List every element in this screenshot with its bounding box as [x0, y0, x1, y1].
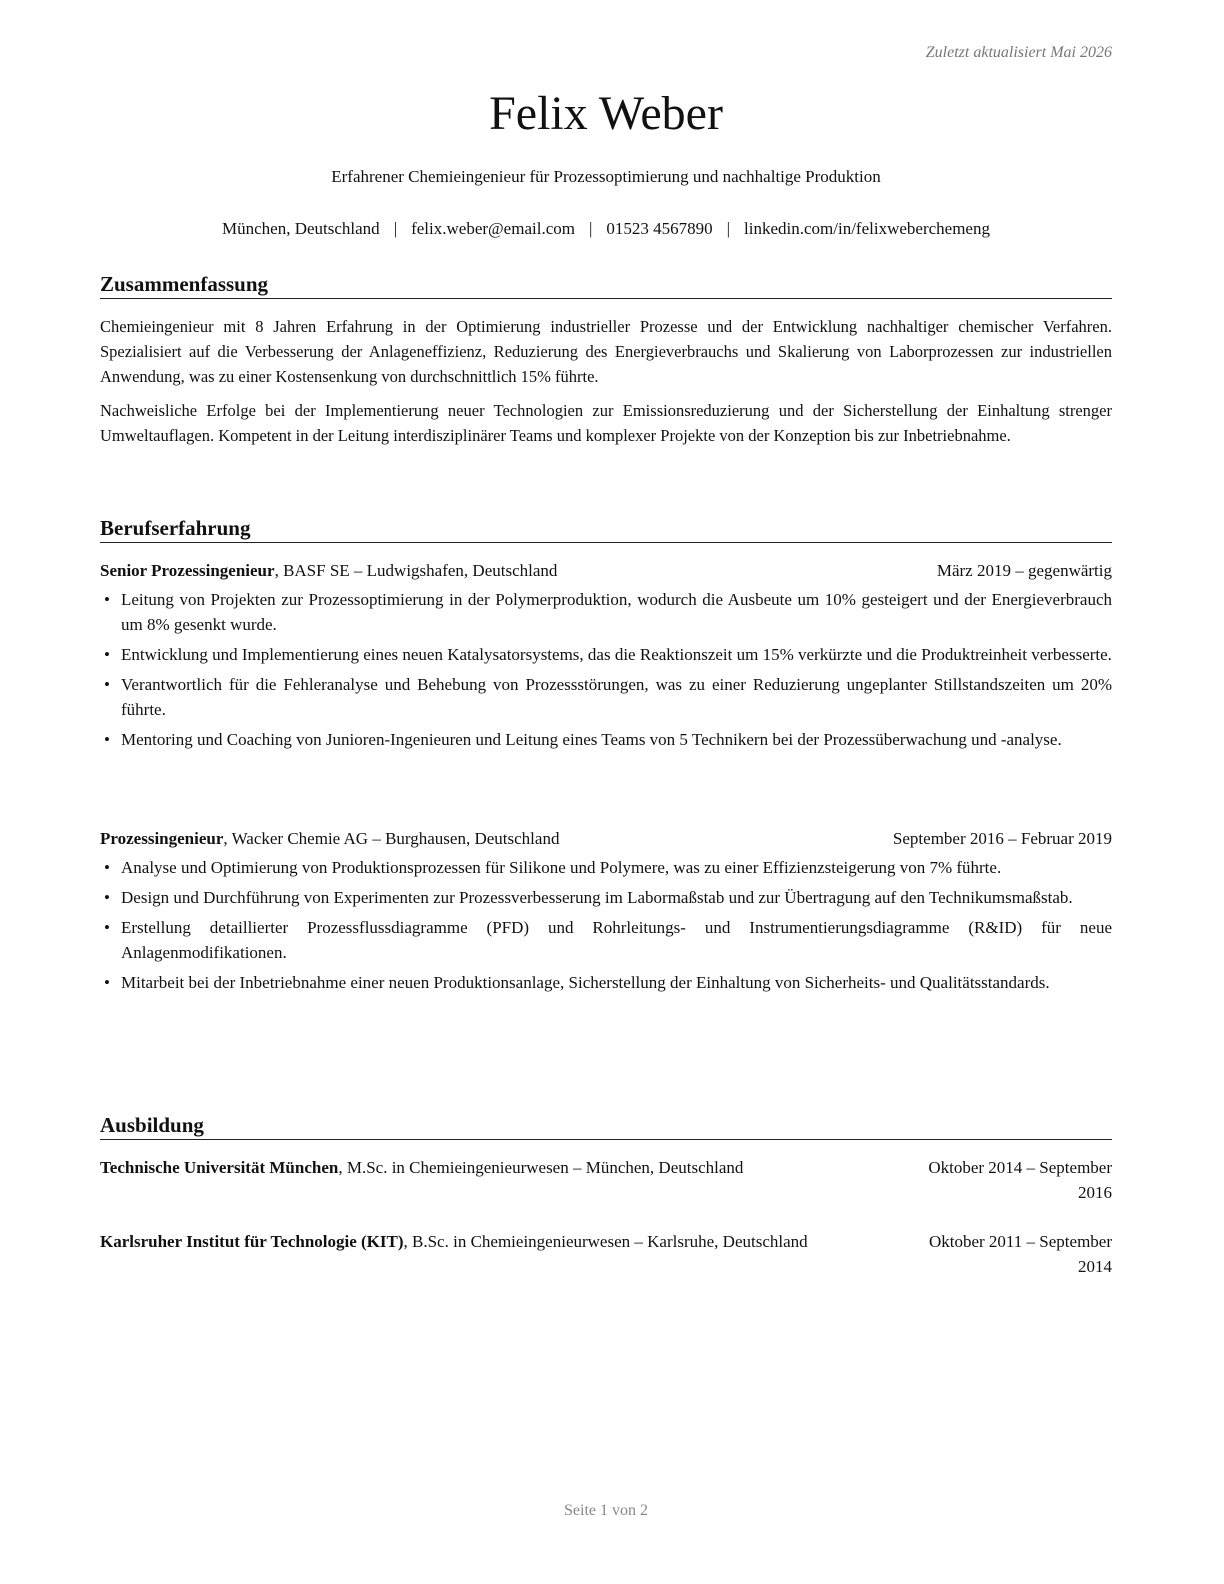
education-entry: [100, 1155, 1112, 1205]
job-header: [100, 558, 1112, 583]
contact-separator: |: [393, 219, 398, 238]
job-company: , Wacker Chemie AG – Burghausen, Deutschland: [223, 829, 560, 848]
summary-paragraph: Nachweisliche Erfolge bei der Implementierung neuer Technologien zur Emissionsreduzierung und der Sicherstellung der Einhaltung strenger Umweltauflagen. Kompetent in der Leitung interdisziplinärer Teams und komplexer Projekte von der Konzeption bis zur Inbetriebnahme.: [100, 401, 1112, 445]
job-bullets: [100, 587, 1112, 752]
education-details: , B.Sc. in Chemieingenieurwesen – Karlsruhe, Deutschland: [403, 1232, 808, 1251]
education-details: , M.Sc. in Chemieingenieurwesen – München, Deutschland: [338, 1158, 744, 1177]
contact-separator: |: [726, 219, 731, 238]
job-date: September 2016 – Februar 2019: [892, 829, 1112, 848]
job-bullet: • Erstellung detaillierter Prozessflussdiagramme (PFD) und Rohrleitungs- und Instrumentierungsdiagramme (R&ID) für neue Anlagenmodifikationen.: [104, 918, 1112, 962]
job-bullet: • Mentoring und Coaching von Junioren-Ingenieuren und Leitung eines Teams von 5 Technikern bei der Prozessüberwachung und -analyse.: [104, 730, 1062, 749]
summary-paragraph: Chemieingenieur mit 8 Jahren Erfahrung in der Optimierung industrieller Prozesse und der Entwicklung nachhaltiger chemischer Verfahren. Spezialisiert auf die Verbesserung der Anlageneffizienz, Reduzierung des Energieverbrauchs und Skalierung von Laborprozessen zur industriellen Anwendung, was zu einer Kostensenkung von durchschnittlich 15% führte.: [100, 317, 1112, 386]
job-bullet: • Design und Durchführung von Experimenten zur Prozessverbesserung im Labormaßstab und zur Übertragung auf den Technikumsmaßstab.: [104, 888, 1073, 907]
contact-line: [100, 219, 1112, 239]
education-school: Karlsruher Institut für Technologie (KIT): [100, 1232, 404, 1251]
contact-linkedin[interactable]: linkedin.com/in/felixweberchemeng: [744, 219, 990, 238]
job-date: März 2019 – gegenwärtig: [936, 561, 1112, 580]
job-bullet: • Entwicklung und Implementierung eines neuen Katalysatorsystems, das die Reaktionszeit um 15% verkürzte und die Produktreinheit verbesserte.: [104, 645, 1112, 664]
section-title-education: Ausbildung: [100, 1112, 1112, 1140]
contact-separator: |: [588, 219, 593, 238]
education-date: Oktober 2011 – September 2014: [928, 1232, 1112, 1276]
last-updated: Zuletzt aktualisiert Mai 2026: [925, 44, 1112, 61]
job-bullet: • Mitarbeit bei der Inbetriebnahme einer neuen Produktionsanlage, Sicherstellung der Einhaltung von Sicherheits- und Qualitätsstandards.: [104, 973, 1050, 992]
section-title-experience: Berufserfahrung: [100, 515, 1112, 543]
education-entry: [100, 1229, 1112, 1279]
job-entry: [100, 826, 1112, 1000]
page-number: Seite 1 von 2: [564, 1502, 648, 1519]
candidate-name: Felix Weber: [489, 87, 723, 140]
education-date: Oktober 2014 – September 2016: [928, 1158, 1112, 1202]
job-role: Senior Prozessingenieur: [100, 561, 275, 580]
job-company: , BASF SE – Ludwigshafen, Deutschland: [274, 561, 558, 580]
job-role: Prozessingenieur: [100, 829, 224, 848]
job-bullet: • Analyse und Optimierung von Produktionsprozessen für Silikone und Polymere, was zu einer Effizienzsteigerung von 7% führte.: [104, 858, 1002, 877]
education-school: Technische Universität München: [100, 1158, 339, 1177]
job-bullets: [100, 855, 1112, 995]
contact-phone: 01523 4567890: [606, 219, 713, 238]
job-entry: [100, 558, 1112, 757]
job-bullet: • Verantwortlich für die Fehleranalyse und Behebung von Prozessstörungen, was zu einer Reduzierung ungeplanter Stillstandszeiten um 20% führte.: [104, 675, 1112, 719]
job-bullet: • Leitung von Projekten zur Prozessoptimierung in der Polymerproduktion, wodurch die Ausbeute um 10% gesteigert und der Energieverbrauch um 8% gesenkt wurde.: [104, 590, 1112, 634]
headline: Erfahrener Chemieingenieur für Prozessoptimierung und nachhaltige Produktion: [331, 167, 881, 186]
contact-location: München, Deutschland: [222, 219, 380, 238]
section-title-summary: Zusammenfassung: [100, 271, 1112, 299]
resume-page: [100, 0, 1112, 1584]
contact-email[interactable]: felix.weber@email.com: [411, 219, 575, 238]
job-header: [100, 826, 1112, 851]
summary-section: [100, 314, 1112, 448]
